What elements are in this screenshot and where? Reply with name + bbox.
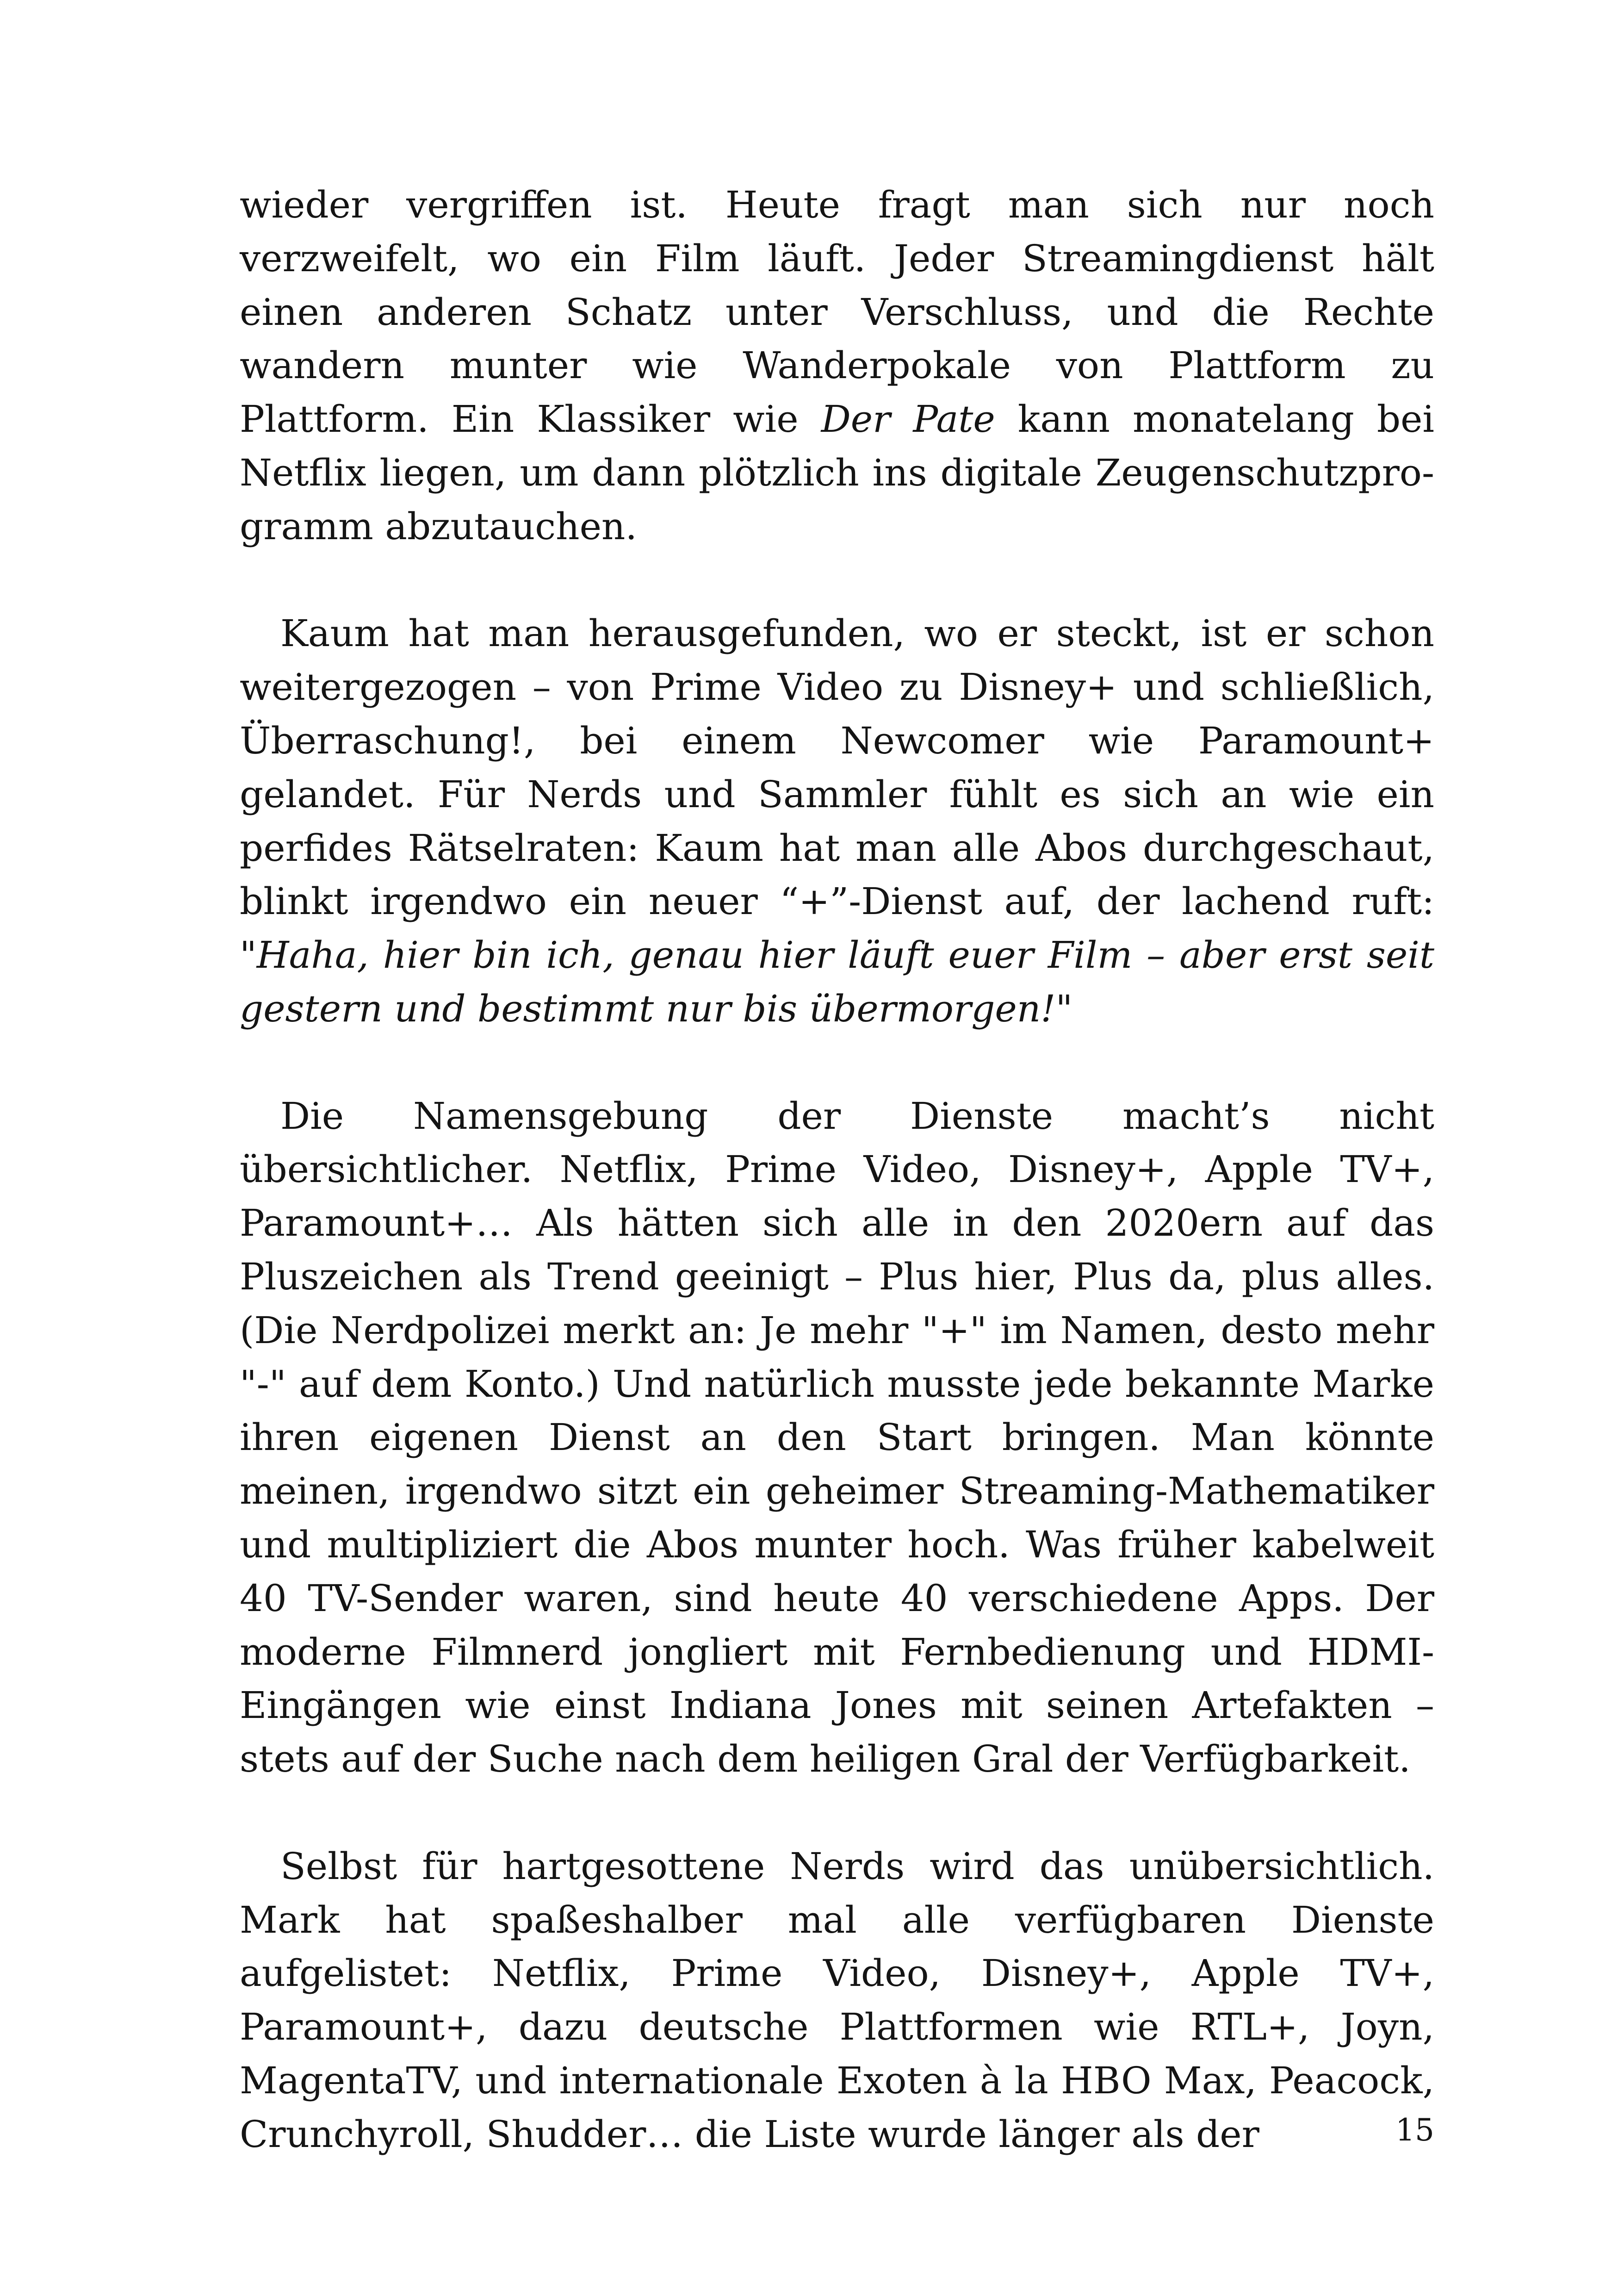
paragraph-1-text-cont: kann monatelang bei Netflix liegen, um dann plötzlich ins digitale Zeugenschutzprogramm abzutauchen. bbox=[240, 398, 1434, 548]
paragraph-4-text: Selbst für hartgesottene Nerds wird das unübersichtlich. Mark hat spaßeshalber mal alle verfügbaren Dienste aufgelistet: Netflix, Prime Video, Disney+, Apple TV+, Paramount+, dazu deutsche Plattformen wie RTL+, Joyn, MagentaTV, und internationale Exoten à la HBO Max, Peacock, Crunchyroll, Shudder… die Liste wurde länger als der bbox=[240, 1844, 1434, 2156]
paragraph-2 bbox=[240, 607, 1434, 1035]
paragraph-3 bbox=[240, 1089, 1434, 1786]
paragraph-1-text: wieder vergriffen ist. Heute fragt man sich nur noch verzweifelt, wo ein Film läuft. Jeder Streamingdienst hält einen anderen Schatz unter Verschluss, und die Rechte wandern munter wie Wanderpokale von Plattform zu Plattform. Ein Klassiker wie bbox=[240, 183, 1434, 441]
paragraph-3-text: Die Namensgebung der Dienste macht’s nicht übersichtlicher. Netflix, Prime Video, Disney+, Apple TV+, Paramount+… Als hätten sich alle in den 2020ern auf das Pluszeichen als Trend geeinigt – Plus hier, Plus da, plus alles. (Die Nerdpolizei merkt an: Je mehr "+" im Namen, desto mehr "-" auf dem Konto.) Und natürlich musste jede bekannte Marke ihren eigenen Dienst an den Start bringen. Man könnte meinen, irgendwo sitzt ein geheimer Streaming-Mathematiker und multipliziert die Abos munter hoch. Was früher kabelweit 40 TV-Sender waren, sind heute 40 verschiedene Apps. Der moderne Filmnerd jongliert mit Fernbedienung und HDMI-Eingängen wie einst Indiana Jones mit seinen Artefakten – stets auf der Suche nach dem heiligen Gral der Verfügbarkeit. bbox=[240, 1094, 1434, 1781]
film-title-italic: Der Pate bbox=[821, 398, 995, 441]
paragraph-1 bbox=[240, 178, 1434, 554]
quote-italic: "Haha, hier bin ich, genau hier läuft euer Film – aber erst seit gestern und bestimmt nur bis übermorgen!" bbox=[240, 933, 1434, 1030]
body-text bbox=[240, 178, 1434, 2161]
paragraph-2-text: Kaum hat man herausgefunden, wo er steckt, ist er schon weitergezogen – von Prime Video zu Disney+ und schließlich, Überraschung!, bei einem Newcomer wie Paramount+ gelandet. Für Nerds und Sammler fühlt es sich an wie ein perfides Rätselraten: Kaum hat man alle Abos durchgeschaut, blinkt irgendwo ein neuer “+”-Dienst auf, der lachend ruft: bbox=[240, 612, 1434, 923]
page-number: 15 bbox=[1395, 2112, 1434, 2148]
paragraph-4 bbox=[240, 1840, 1434, 2161]
